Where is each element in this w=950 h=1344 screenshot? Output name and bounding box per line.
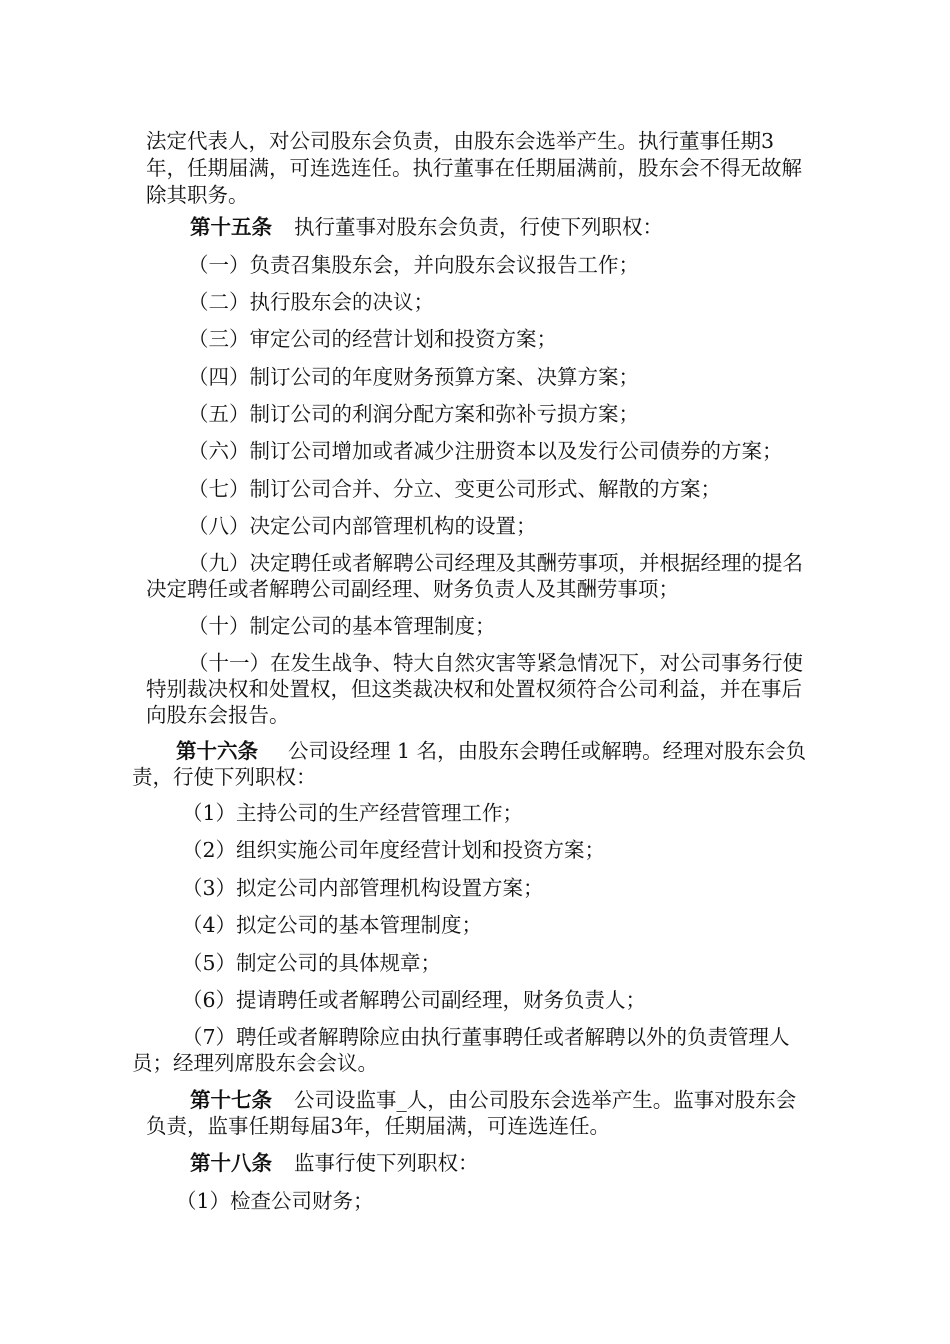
article-15: [190, 214, 830, 240]
paragraph-intro: 法定代表人，对公司股东会负责，由股东会选举产生。执行董事任期3年，任期届满，可连选连任。执行董事在任期届满前，股东会不得无故解除其职务。: [146, 129, 802, 207]
list-item: （一）负责召集股东会，并向股东会议报告工作；: [188, 253, 639, 277]
list-item: （十一）在发生战争、特大自然灾害等紧急情况下，对公司事务行使特别裁决权和处置权，但这类裁决权和处置权须符合公司利益，并在事后向股东会报告。: [146, 651, 803, 727]
article-text: 执行董事对股东会负责，行使下列职权：: [294, 215, 663, 239]
list-item: （7）聘任或者解聘除应由执行董事聘任或者解聘以外的负责管理人员；经理列席股东会会议。: [132, 1025, 790, 1075]
list-item: （三）审定公司的经营计划和投资方案；: [188, 327, 557, 351]
list-item: （1）主持公司的生产经营管理工作；: [182, 801, 524, 825]
list-item: （八）决定公司内部管理机构的设置；: [188, 514, 537, 538]
article-heading: 第十六条: [176, 739, 258, 763]
list-item: （二）执行股东会的决议；: [188, 290, 434, 314]
list-item: （九）决定聘任或者解聘公司经理及其酬劳事项，并根据经理的提名决定聘任或者解聘公司副经理、财务负责人及其酬劳事项；: [146, 551, 803, 601]
article-text: 公司设监事_人，由公司股东会选举产生。监事对股东会负责，监事任期每届3年，任期届满，可连选连任。: [146, 1088, 797, 1138]
list-item: （3）拟定公司内部管理机构设置方案；: [182, 876, 544, 900]
list-item: （5）制定公司的具体规章；: [182, 951, 442, 975]
list-item: （1）检查公司财务；: [176, 1189, 374, 1213]
list-item: （4）拟定公司的基本管理制度；: [182, 913, 483, 937]
list-item: （2）组织实施公司年度经营计划和投资方案；: [182, 838, 606, 862]
article-18: [190, 1150, 830, 1176]
list-item: （六）制订公司增加或者减少注册资本以及发行公司债券的方案；: [188, 439, 783, 463]
article-heading: 第十八条: [190, 1151, 272, 1175]
list-item: （十）制定公司的基本管理制度；: [188, 614, 496, 638]
article-heading: 第十五条: [190, 215, 272, 239]
article-17: [146, 1087, 814, 1139]
list-item: （四）制订公司的年度财务预算方案、决算方案；: [188, 365, 639, 389]
list-item: （6）提请聘任或者解聘公司副经理，财务负责人；: [182, 988, 647, 1012]
article-16: [132, 738, 822, 790]
list-item: （五）制订公司的利润分配方案和弥补亏损方案；: [188, 402, 639, 426]
article-text: 监事行使下列职权：: [294, 1151, 479, 1175]
list-item: （七）制订公司合并、分立、变更公司形式、解散的方案；: [188, 477, 721, 501]
article-text: 公司设经理 1 名，由股东会聘任或解聘。经理对股东会负责，行使下列职权：: [132, 739, 807, 789]
article-heading: 第十七条: [190, 1088, 272, 1112]
